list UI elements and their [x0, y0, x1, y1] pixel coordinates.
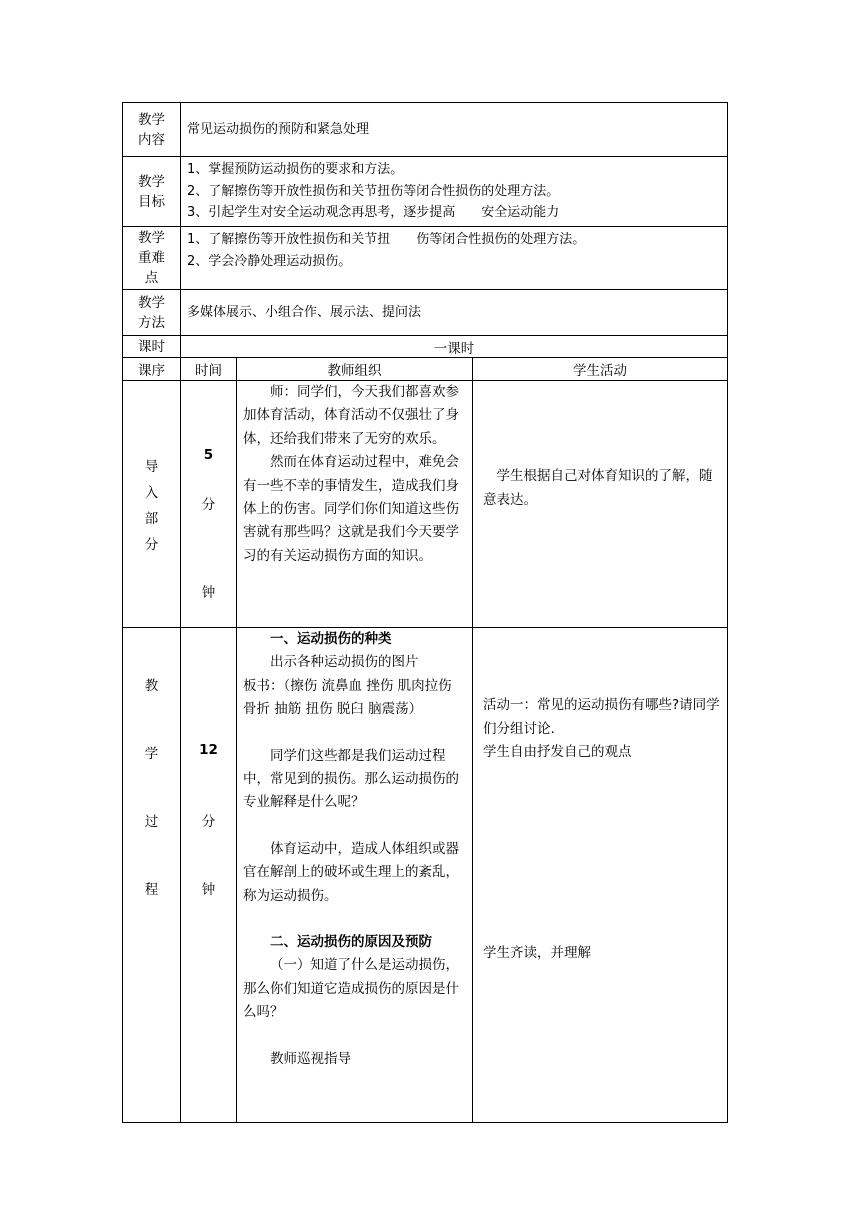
intro-teacher: [237, 381, 473, 628]
content-text: 常见运动损伤的预防和紧急处理: [181, 103, 728, 157]
label-content: 教学 内容: [123, 103, 181, 157]
row-header: [123, 358, 728, 381]
heading-injury-types: 一、运动损伤的种类: [270, 631, 392, 647]
intro-time: 5 分 钟: [181, 381, 237, 628]
row-content: [123, 103, 728, 157]
label-period: 课时: [123, 336, 181, 358]
process-section-label: 教 学 过 程: [123, 628, 181, 1123]
label-key-points: 教学 重难 点: [123, 227, 181, 290]
goal-item: 2、了解擦伤等开放性损伤和关节扭伤等闭合性损伤的处理方法。: [187, 183, 560, 199]
goal-item: 1、掌握预防运动损伤的要求和方法。: [187, 162, 404, 178]
header-teacher: 教师组织: [237, 358, 473, 381]
lesson-plan-table: [122, 102, 728, 1123]
row-methods: [123, 290, 728, 336]
goals-text: [181, 157, 728, 227]
intro-student: 学生根据自己对体育知识的了解，随意表达。: [473, 381, 728, 628]
row-intro: [123, 381, 728, 628]
row-period: [123, 336, 728, 358]
row-key-points: [123, 227, 728, 290]
label-methods: 教学 方法: [123, 290, 181, 336]
header-time: 时间: [181, 358, 237, 381]
intro-teacher-paragraph: 师：同学们，今天我们都喜欢参加体育活动，体育活动不仅强壮了身体，还给我们带来了无穷的欢乐。: [243, 384, 459, 447]
period-value: 一课时: [181, 336, 728, 358]
key-point-item: 2、学会冷静处理运动损伤。: [187, 253, 352, 269]
label-goals: 教学 目标: [123, 157, 181, 227]
header-student: 学生活动: [473, 358, 728, 381]
goal-item: 3、引起学生对安全运动观念再思考，逐步提高 安全运动能力: [187, 205, 560, 221]
methods-text: 多媒体展示、小组合作、展示法、提问法: [181, 290, 728, 336]
key-points-text: [181, 227, 728, 290]
row-goals: [123, 157, 728, 227]
process-teacher: 一、运动损伤的种类 出示各种运动损伤的图片 板书：（擦伤 流鼻血 挫伤 肌肉拉伤 骨折 抽筋 扭伤 脱臼 脑震荡） 同学们这些都是我们运动过程中，常见到的损伤。那么运动损伤的专业解释是什么呢？ 体育运动中，造成人体组织或器官在解剖上的破坏或生理上的紊乱，称为运动损伤。 二、运动损伤的原因及预防 （一）知道了什么是运动损伤，那么你们知道它造成损伤的原因是什么吗？ 教师巡视指导: [237, 628, 473, 1123]
header-order: 课序: [123, 358, 181, 381]
process-time: 12 分 钟: [181, 628, 237, 1123]
heading-cause-prevention: 二、运动损伤的原因及预防: [270, 934, 432, 951]
board-writing: 板书：（擦伤 流鼻血 挫伤 肌肉拉伤 骨折 抽筋 扭伤 脱臼 脑震荡）: [243, 677, 452, 718]
row-process: [123, 628, 728, 1123]
key-point-item: 1、了解擦伤等开放性损伤和关节扭 伤等闭合性损伤的处理方法。: [187, 232, 586, 247]
intro-section-label: 导 入 部 分: [123, 381, 181, 628]
process-student: 活动一：常见的运动损伤有哪些?请同学们分组讨论. 学生自由抒发自己的观点 学生齐读，并理解: [473, 628, 728, 1123]
intro-teacher-paragraph: 然而在体育运动过程中，难免会有一些不幸的事情发生，造成我们身体上的伤害。同学们你们知道这些伤害就有那些吗？这就是我们今天要学习的有关运动损伤方面的知识。: [243, 454, 459, 564]
